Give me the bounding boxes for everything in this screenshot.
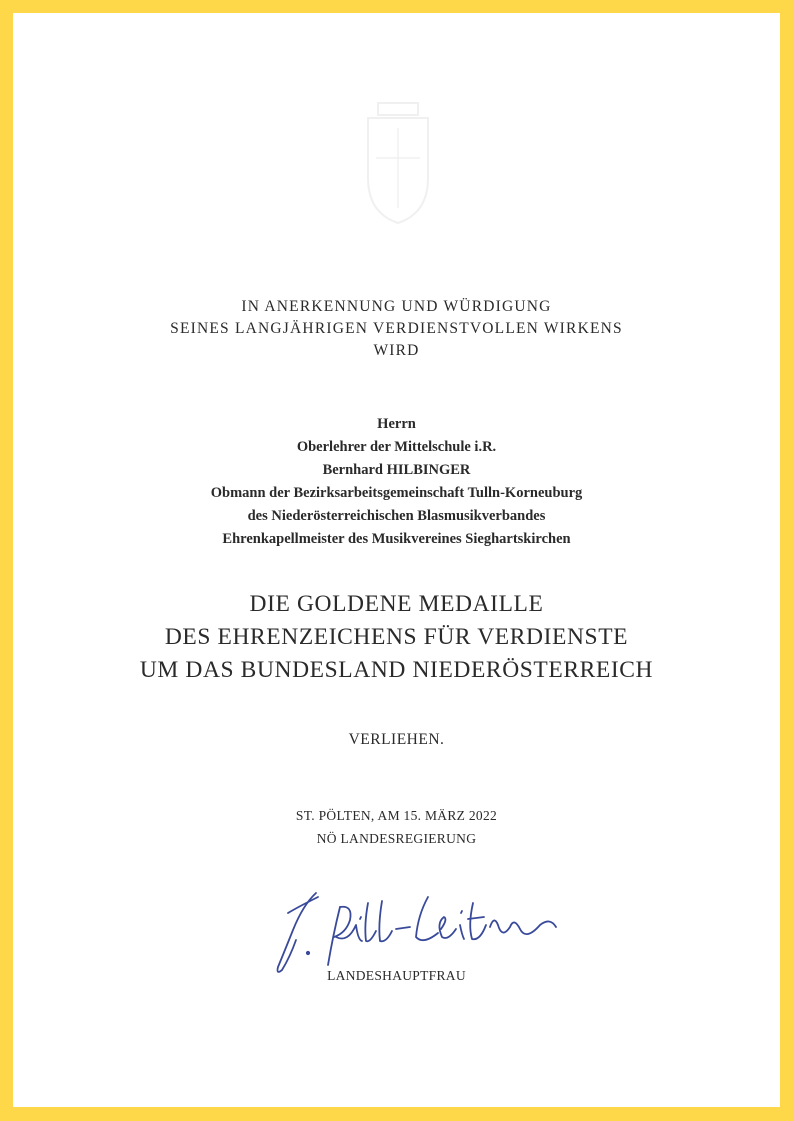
recipient-role-1: Obmann der Bezirksarbeitsgemeinschaft Tulln-Korneuburg (210, 485, 583, 501)
place-date: ST. PÖLTEN, AM 15. MÄRZ 2022 (295, 808, 498, 823)
recipient-title: Oberlehrer der Mittelschule i.R. (296, 439, 497, 455)
recipient-name: Bernhard HILBINGER (322, 462, 471, 478)
awarded-text: VERLIEHEN. (348, 731, 445, 748)
intro-line-3: WIRD (373, 342, 420, 359)
signatory-title: LANDESHAUPTFRAU (327, 968, 466, 983)
recipient-role-3: Ehrenkapellmeister des Musikvereines Sieghartskirchen (222, 531, 571, 547)
medal-line-3: UM DAS BUNDESLAND NIEDERÖSTERREICH (139, 657, 654, 683)
intro-line-1: IN ANERKENNUNG UND WÜRDIGUNG (241, 298, 552, 315)
intro-line-2: SEINES LANGJÄHRIGEN VERDIENSTVOLLEN WIRKENS (170, 320, 623, 337)
signature-icon (258, 885, 568, 975)
recipient-salutation: Herrn (377, 416, 416, 432)
medal-line-2: DES EHRENZEICHENS FÜR VERDIENSTE (164, 624, 629, 650)
medal-line-1: DIE GOLDENE MEDAILLE (249, 591, 544, 617)
recipient-role-2: des Niederösterreichischen Blasmusikverbandes (247, 508, 546, 524)
authority: NÖ LANDESREGIERUNG (316, 831, 477, 846)
coat-of-arms-watermark-icon (358, 98, 438, 228)
certificate-page (13, 13, 780, 1107)
